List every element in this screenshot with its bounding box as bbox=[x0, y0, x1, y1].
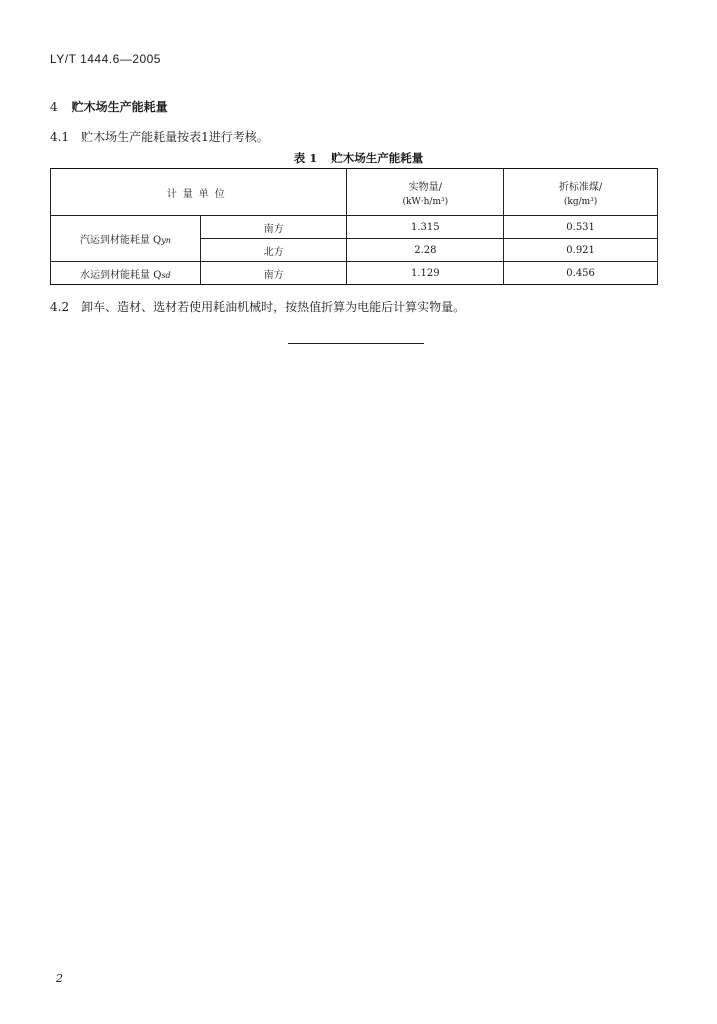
header-physical-title: 实物量/ bbox=[408, 181, 443, 193]
table-caption bbox=[0, 150, 717, 166]
row-region: 北方 bbox=[200, 239, 347, 262]
row-region: 南方 bbox=[200, 262, 347, 285]
row-coal-value: 0.531 bbox=[504, 216, 658, 239]
row-category-subscript: yn bbox=[161, 236, 171, 245]
clause-number: 4.2 bbox=[50, 300, 70, 314]
header-physical-unit: (kW·h/m³) bbox=[402, 196, 449, 207]
header-coal-unit: (kg/m³) bbox=[563, 196, 598, 207]
header-physical-cell bbox=[347, 169, 504, 216]
header-unit-label: 计量单位 bbox=[166, 188, 231, 200]
row-physical-value: 2.28 bbox=[347, 239, 504, 262]
section-title: 贮木场生产能耗量 bbox=[71, 100, 168, 114]
header-coal-title: 折标准煤/ bbox=[558, 181, 603, 193]
clause-text: 卸车、造材、选材若使用耗油机械时，按热值折算为电能后计算实物量。 bbox=[81, 300, 466, 314]
page-number: 2 bbox=[56, 972, 63, 985]
row-coal-value: 0.921 bbox=[504, 239, 658, 262]
header-unit-cell bbox=[51, 169, 347, 216]
table-caption-title: 贮木场生产能耗量 bbox=[331, 151, 424, 165]
table-row bbox=[51, 262, 658, 285]
row-region: 南方 bbox=[200, 216, 347, 239]
row-physical-value: 1.315 bbox=[347, 216, 504, 239]
row-category-cell bbox=[51, 216, 201, 262]
row-category-subscript: sd bbox=[161, 270, 171, 280]
standard-code: LY/T 1444.6—2005 bbox=[50, 52, 161, 66]
table-header-row bbox=[51, 169, 658, 216]
section-heading bbox=[50, 98, 168, 115]
header-coal-cell bbox=[504, 169, 658, 216]
clause-text: 贮木场生产能耗量按表1进行考核。 bbox=[81, 130, 269, 144]
row-category: 水运到材能耗量 Q bbox=[80, 269, 162, 281]
clause-4-2 bbox=[50, 298, 465, 315]
row-category-cell bbox=[51, 262, 201, 285]
table-row bbox=[51, 216, 658, 239]
energy-table bbox=[50, 168, 658, 285]
row-coal-value: 0.456 bbox=[504, 262, 658, 285]
clause-4-1 bbox=[50, 128, 269, 145]
end-rule bbox=[288, 343, 424, 344]
row-category: 汽运到材能耗量 Q bbox=[79, 235, 162, 246]
table-caption-number: 表 1 bbox=[293, 151, 318, 165]
section-number: 4 bbox=[50, 100, 58, 114]
clause-number: 4.1 bbox=[50, 130, 70, 144]
row-physical-value: 1.129 bbox=[347, 262, 504, 285]
